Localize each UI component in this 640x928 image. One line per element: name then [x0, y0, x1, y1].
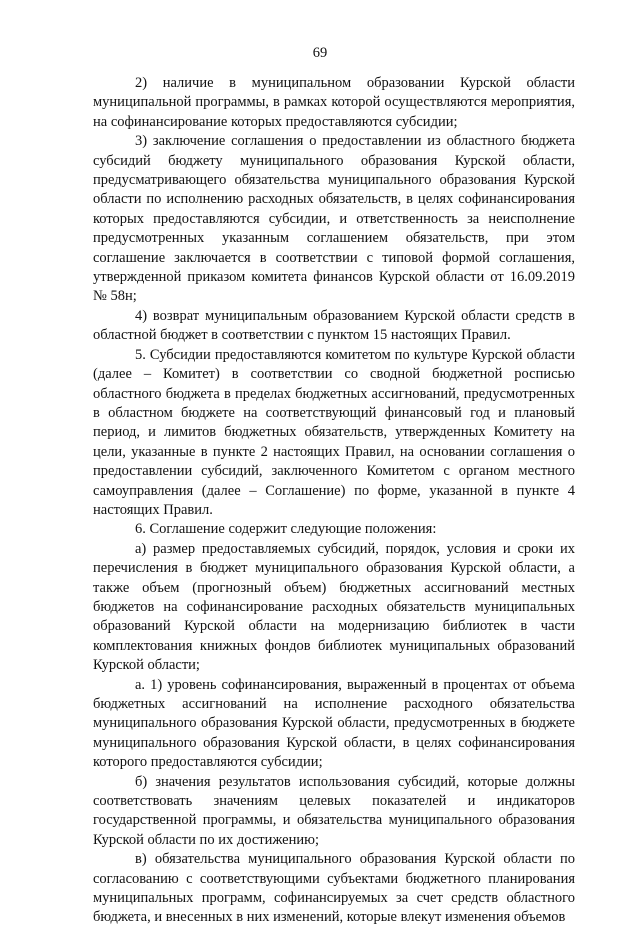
document-body [93, 74, 575, 928]
page-number: 69 [312, 45, 328, 61]
paragraph-item-3: 3) заключение соглашения о предоставлении из областного бюджета субсидий бюджету муниципального образования Курской области, предусматривающего обязательства муниципального образования Курской области по исполнению расходных обязательств, в целях софинансирования которых предоставляются субсидии, и ответственность за неисполнение предусмотренных указанным соглашением обязательств, при этом соглашение заключается в соответствии с типовой формой соглашения, утвержденной приказом комитета финансов Курской области от 16.09.2019 № 58н; [93, 133, 575, 305]
paragraph-subitem-a: а) размер предоставляемых субсидий, порядок, условия и сроки их перечисления в бюджет муниципального образования Курской области, а также объем (прогнозный объем) бюджетных ассигнований местных бюджетов на софинансирование расходных обязательств муниципальных образований Курской области на модернизацию библиотек в части комплектования книжных фондов библиотек муниципальных образований Курской области; [93, 540, 575, 674]
paragraph-item-2: 2) наличие в муниципальном образовании Курской области муниципальной программы, в рамках которой осуществляются мероприятия, на софинансирование которых предоставляются субсидии; [93, 75, 575, 130]
paragraph-subitem-a1: а. 1) уровень софинансирования, выраженный в процентах от объема бюджетных ассигнований на исполнение расходного обязательства муниципального образования Курской области, предусмотренных в бюджете муниципального образования Курской области, в целях софинансирования которого предоставляются субсидии; [93, 676, 575, 771]
paragraph-subitem-v: в) обязательства муниципального образования Курской области по согласованию с соответствующими субъектами бюджетного планирования муниципальных программ, софинансируемых за счет средств областного бюджета, и внесенных в них изменений, которые влекут изменения объемов [93, 851, 575, 926]
paragraph-subitem-b: б) значения результатов использования субсидий, которые должны соответствовать значениям целевых показателей и индикаторов государственной программы, и обязательства муниципального образования Курской области по их достижению; [93, 773, 575, 848]
paragraph-section-6: 6. Соглашение содержит следующие положения: [135, 521, 437, 538]
paragraph-section-5: 5. Субсидии предоставляются комитетом по культуре Курской области (далее – Комитет) в соответствии со сводной бюджетной росписью областного бюджета в пределах бюджетных ассигнований, предусмотренных в областном бюджете на соответствующий финансовый год и плановый период, и лимитов бюджетных обязательств, утвержденных Комитету на цели, указанные в пункте 2 настоящих Правил, на основании соглашения о предоставлении субсидий, заключенного Комитетом с органом местного самоуправления (далее – Соглашение) по форме, указанной в пункте 4 настоящих Правил. [93, 346, 575, 518]
paragraph-item-4: 4) возврат муниципальным образованием Курской области средств в областной бюджет в соответствии с пунктом 15 настоящих Правил. [93, 307, 575, 344]
